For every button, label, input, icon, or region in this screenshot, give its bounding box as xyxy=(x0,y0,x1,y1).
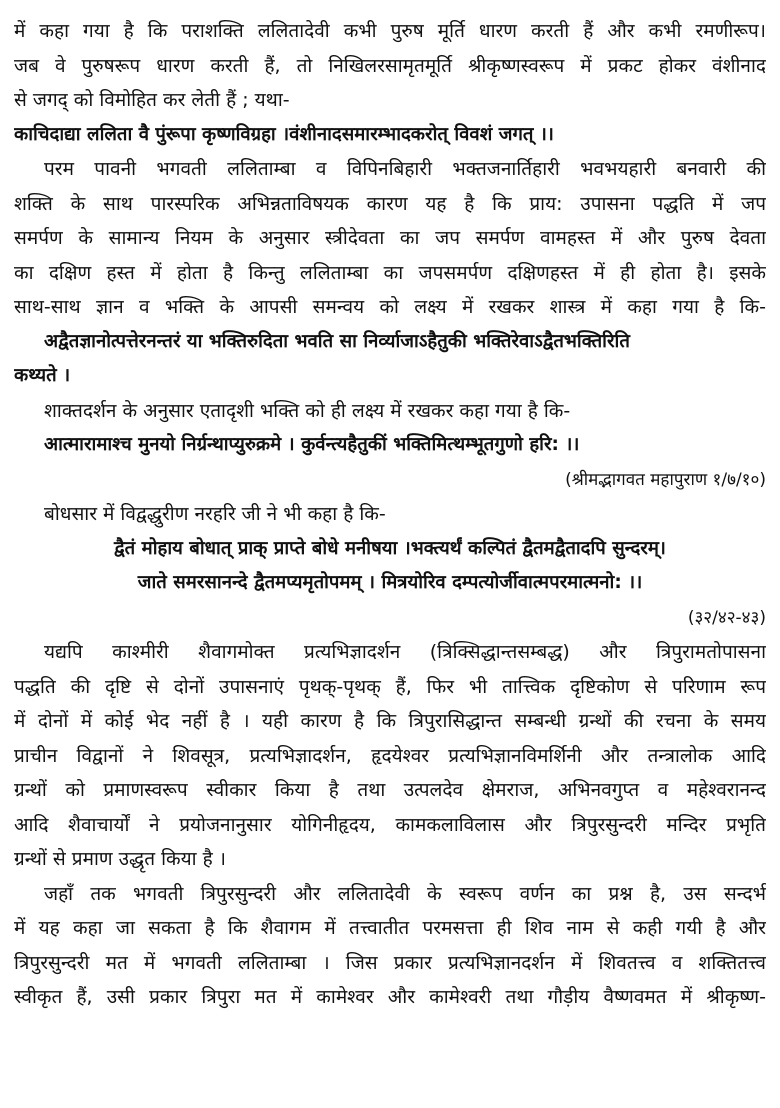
text-line: का दक्षिण हस्त में होता है किन्तु ललिताम्बा का जपसमर्पण दक्षिणहस्त में ही होता है। इसके xyxy=(14,261,766,284)
text-line: आदि शैवाचार्यों ने प्रयोजनानुसार योगिनीहृदय, कामकलाविलास और त्रिपुरसुन्दरी मन्दिर प्रभृति xyxy=(14,813,766,836)
text-line: से जगद् को विमोहित कर लेती हैं ; यथा- xyxy=(14,89,290,111)
text-line: जब वे पुरुषरूप धारण करती हैं, तो निखिलरसामृतमूर्ति श्रीकृष्णस्वरूप में प्रकट होकर वंशीनाद xyxy=(14,54,766,77)
text-line: शक्ति के साथ पारस्परिक अभिन्नताविषयक कारण यह है कि प्राय: उपासना पद्धति में जप xyxy=(14,192,766,215)
text-line: में दोनों में कोई भेद नहीं है । यही कारण है कि त्रिपुरासिद्धान्त सम्बन्धी ग्रन्थों की रचना के समय xyxy=(14,710,766,732)
text-body xyxy=(14,14,766,1015)
text-line: में यह कहा जा सकता है कि शैवागम में तत्त्वातीत परमसत्ता ही शिव नाम से कही गयी है और xyxy=(14,917,766,939)
text-line: में कहा गया है कि पराशक्ति ललितादेवी कभी पुरुष मूर्ति धारण करती हैं और कभी रमणीरूप। xyxy=(14,20,766,42)
verse-line: कथ्यते । xyxy=(14,365,71,386)
text-line: बोधसार में विद्वद्धुरीण नरहरि जी ने भी कहा है कि- xyxy=(44,503,386,525)
text-line: शाक्तदर्शन के अनुसार एतादृशी भक्ति को ही लक्ष्य में रखकर कहा गया है कि- xyxy=(44,399,571,422)
text-line: ग्रन्थों को प्रमाणस्वरूप स्वीकार किया है तथा उत्पलदेव क्षेमराज, अभिनवगुप्त व महेश्वरानन्द xyxy=(14,779,766,801)
text-line: प्राचीन विद्वानों ने शिवसूत्र, प्रत्यभिज्ञादर्शन, हृदयेश्वर प्रत्यभिज्ञानविमर्शिनी और तन्त्रालोक आदि xyxy=(14,744,766,767)
verse-line: आत्मारामाश्च मुनयो निर्ग्रन्थाप्युरुक्रमे । कुर्वन्त्यहैतुकीं भक्तिमित्थम्भूतगुणो हरि: ।। xyxy=(44,434,580,455)
text-line: परम पावनी भगवती ललिताम्बा व विपिनबिहारी भक्तजनार्तिहारी भवभयहारी बनवारी की xyxy=(44,158,766,180)
reference-citation: (श्रीमद्भागवत महापुराण १/७/१०) xyxy=(565,469,766,490)
text-line: जहाँ तक भगवती त्रिपुरसुन्दरी और ललितादेवी के स्वरूप वर्णन का प्रश्न है, उस सन्दर्भ xyxy=(44,882,766,905)
text-line: पद्धति की दृष्टि से दोनों उपासनाएं पृथक्-पृथक् हैं, फिर भी तात्त्विक दृष्टिकोण से परिणाम रूप xyxy=(14,675,766,698)
reference-citation: (३२/४२-४३) xyxy=(687,607,766,628)
verse-line: जाते समरसानन्दे द्वैतमप्यमृतोपमम् । मित्रयोरिव दम्पत्योर्जीवात्मपरमात्मनो: ।। xyxy=(137,572,643,593)
verse-line: अद्वैतज्ञानोत्पत्तेरनन्तरं या भक्तिरुदिता भवति सा निर्व्याजाऽहैतुकी भक्तिरेवाऽद्वैतभक्तिरिति xyxy=(44,330,630,352)
text-line: स्वीकृत हैं, उसी प्रकार त्रिपुरा मत में कामेश्वर और कामेश्वरी तथा गौड़ीय वैष्णवमत में श्रीकृष्ण- xyxy=(14,986,766,1008)
text-line: यद्यपि काश्मीरी शैवागमोक्त प्रत्यभिज्ञादर्शन (त्रिक्सिद्धान्तसम्बद्ध) और त्रिपुरामतोपासना xyxy=(44,641,766,663)
verse-line: द्वैतं मोहाय बोधात् प्राक् प्राप्ते बोधे मनीषया ।भक्त्यर्थं कल्पितं द्वैतमद्वैतादपि सुन्दरम्। xyxy=(114,537,666,559)
text-line: साथ-साथ ज्ञान व भक्ति के आपसी समन्वय को लक्ष्य में रखकर शास्त्र में कहा गया है कि- xyxy=(14,296,766,318)
text-line: ग्रन्थों से प्रमाण उद्धृत किया है । xyxy=(14,848,226,870)
text-line: त्रिपुरसुन्दरी मत में भगवती ललिताम्बा । जिस प्रकार प्रत्यभिज्ञानदर्शन में शिवतत्त्व व शक्तितत्त्व xyxy=(14,951,766,974)
verse-line: काचिदाद्या ललिता वै पुंरूपा कृष्णविग्रहा ।वंशीनादसमारम्भादकरोत् विवशं जगत् ।। xyxy=(14,123,554,145)
text-line: समर्पण के सामान्य नियम के अनुसार स्त्रीदेवता का जप समर्पण वामहस्त में और पुरुष देवता xyxy=(14,227,766,249)
